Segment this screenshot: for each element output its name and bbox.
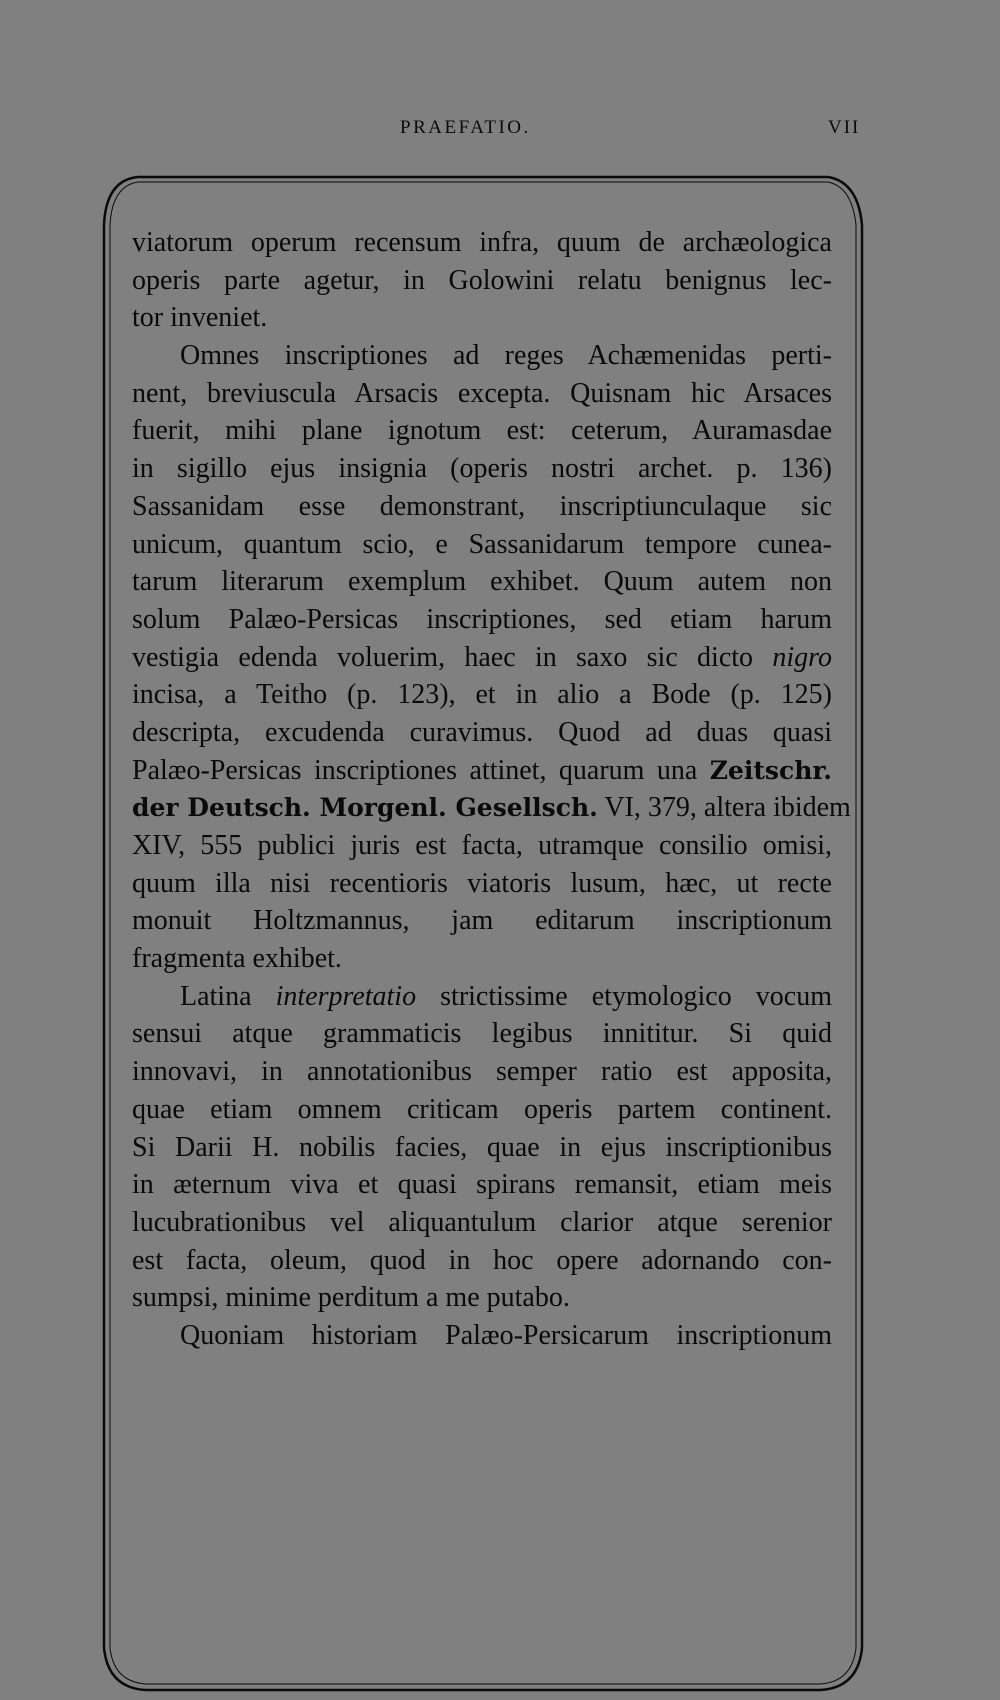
text-line: [132, 1317, 832, 1355]
text-line: [132, 262, 832, 300]
running-head: [0, 117, 1000, 147]
line-text: nent, breviuscula Arsacis excepta. Quisnam hic Arsaces: [132, 377, 832, 409]
line-text: lucubrationibus vel aliquantulum clarior atque serenior: [132, 1206, 832, 1238]
italic-term: interpretatio: [275, 980, 417, 1012]
line-text: quae etiam omnem criticam operis partem continent.: [132, 1093, 832, 1125]
text-line: [132, 1279, 832, 1317]
text-line: [132, 526, 832, 564]
line-text: fragmenta exhibet.: [132, 943, 342, 975]
line-text: monuit Holtzmannus, jam editarum inscriptionum: [132, 905, 832, 937]
blackletter-citation: der Deutsch. Morgenl. Gesellsch.: [132, 793, 598, 823]
blackletter-citation: Zeitschr.: [709, 755, 832, 785]
text-line: [132, 488, 832, 526]
body-text: [132, 224, 851, 1355]
text-line: [132, 639, 832, 677]
line-text: Omnes inscriptiones ad reges Achæmenidas perti-: [180, 340, 832, 372]
text-line: [132, 1053, 832, 1091]
text-line: [132, 563, 832, 601]
text-line: [132, 1204, 832, 1242]
running-title: PRAEFATIO.: [400, 117, 531, 138]
text-line: [132, 1015, 832, 1053]
line-text: sensui atque grammaticis legibus innititur. Si quid: [132, 1018, 832, 1050]
text-line: [132, 865, 832, 903]
text-line: [132, 224, 832, 262]
text-line: [132, 752, 832, 790]
line-text: Si Darii H. nobilis facies, quae in ejus inscriptionibus: [132, 1131, 832, 1163]
text-line: [132, 940, 832, 978]
line-text: quum illa nisi recentioris viatoris lusum, hæc, ut recte: [132, 867, 832, 899]
line-text: incisa, a Teitho (p. 123), et in alio a Bode (p. 125): [132, 679, 832, 711]
text-line: [132, 978, 832, 1016]
line-text: descripta, excudenda curavimus. Quod ad duas quasi: [132, 716, 832, 748]
line-text: unicum, quantum scio, e Sassanidarum tempore cunea-: [132, 528, 832, 560]
line-text: Quoniam historiam Palæo-Persicarum inscriptionum: [180, 1319, 832, 1351]
text-line: [132, 789, 851, 827]
page-number: VII: [828, 117, 861, 138]
text-line: [132, 827, 832, 865]
line-text: solum Palæo-Persicas inscriptiones, sed etiam harum: [132, 603, 832, 635]
text-line: [132, 337, 832, 375]
text-line: [132, 1242, 832, 1280]
line-text: XIV, 555 publici juris est facta, utramque consilio omisi,: [132, 830, 832, 861]
text-line: [132, 412, 832, 450]
line-text: vestigia edenda voluerim, haec in saxo sic dicto: [132, 641, 773, 673]
italic-term: nigro: [772, 641, 832, 673]
line-text: viatorum operum recensum infra, quum de archæologica: [132, 227, 832, 258]
line-text: in æternum viva et quasi spirans remansit, etiam meis: [132, 1169, 832, 1201]
line-text: operis parte agetur, in Golowini relatu benignus lec-: [132, 264, 832, 296]
text-line: [132, 902, 832, 940]
line-text: VI, 379, altera ibidem: [597, 792, 851, 824]
text-line: [132, 1129, 832, 1167]
line-text: sumpsi, minime perditum a me putabo.: [132, 1282, 570, 1314]
text-line: [132, 299, 832, 337]
text-line: [132, 450, 832, 488]
text-line: [132, 676, 832, 714]
line-text: in sigillo ejus insignia (operis nostri archet. p. 136): [132, 453, 832, 485]
text-line: [132, 1166, 832, 1204]
text-line: [132, 601, 832, 639]
line-text: innovavi, in annotationibus semper ratio est apposita,: [132, 1056, 832, 1088]
line-text: fuerit, mihi plane ignotum est: ceterum, Auramasdae: [132, 415, 832, 447]
text-line: [132, 714, 832, 752]
text-line: [132, 1091, 832, 1129]
text-line: [132, 375, 832, 413]
line-text: Sassanidam esse demonstrant, inscriptiunculaque sic: [132, 490, 832, 522]
line-text: strictissime etymologico vocum: [416, 980, 832, 1012]
line-text: Palæo-Persicas inscriptiones attinet, quarum una: [132, 754, 710, 786]
line-text: Latina: [180, 980, 276, 1012]
line-text: tor inveniet.: [132, 302, 268, 334]
line-text: est facta, oleum, quod in hoc opere adornando con-: [132, 1244, 832, 1276]
line-text: tarum literarum exemplum exhibet. Quum autem non: [132, 566, 832, 598]
